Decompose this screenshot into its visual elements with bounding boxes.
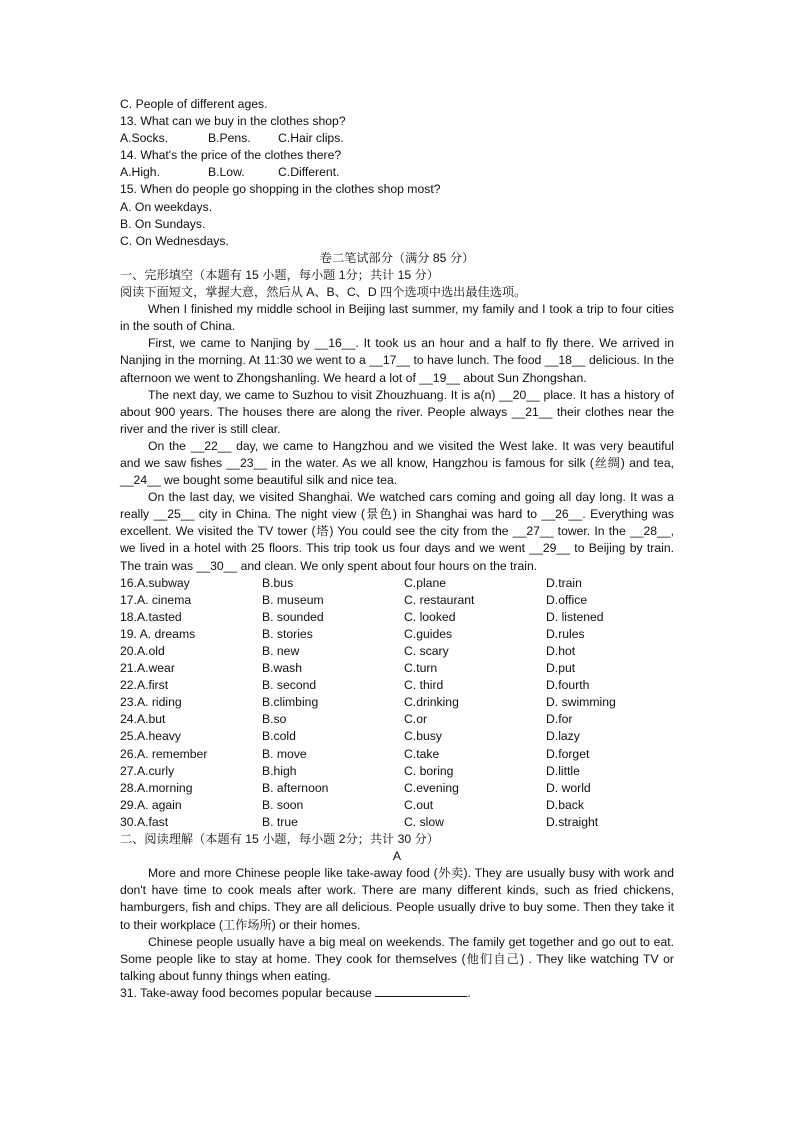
choice: D.put	[546, 661, 576, 676]
question-15: 15. When do people go shopping in the clothes shop most?	[120, 182, 441, 197]
option-a: A.High.	[120, 165, 160, 180]
option-b: B.Pens.	[208, 131, 251, 146]
reading-paragraph: More and more Chinese people like take-away food (外卖). They are usually busy with work and don't have time to cook meals after work. There are many different kinds, such as fried chickens, hamburgers, fish and chips. They are all delicious. People usually drive to buy some. Then they take it to their workplace (工作场所) or their homes.	[120, 866, 674, 932]
choice: 21.A.wear	[120, 661, 175, 676]
choice: 19. A. dreams	[120, 626, 196, 641]
choice: 26.A. remember	[120, 746, 208, 761]
reading-heading: 二、阅读理解（本题有 15 小题，每小题 2分；共计 30 分）	[120, 832, 439, 847]
cloze-passage	[120, 301, 674, 575]
choice: B.wash	[262, 661, 302, 676]
cloze-heading: 一、完形填空（本题有 15 小题，每小题 1分；共计 15 分）	[120, 267, 439, 282]
option-b: B.Low.	[208, 165, 245, 180]
choice: 29.A. again	[120, 797, 182, 812]
choice: 30.A.fast	[120, 814, 169, 829]
part-two-title: 卷二笔试部分（满分 85 分）	[319, 250, 475, 265]
option-b: B. On Sundays.	[120, 216, 206, 231]
choice: B. second	[262, 678, 317, 693]
choice: D.forget	[546, 746, 590, 761]
reading-passage	[120, 865, 674, 985]
choice: 18.A.tasted	[120, 609, 182, 624]
choice: 16.A.subway	[120, 575, 190, 590]
choice: B. afternoon	[262, 780, 329, 795]
choice: B. stories	[262, 626, 313, 641]
cloze-choices	[120, 575, 674, 831]
choice: B. new	[262, 644, 300, 658]
question-31	[120, 985, 674, 1002]
choice: C. restaurant	[404, 592, 475, 607]
question-14: 14. What's the price of the clothes there?	[120, 148, 342, 163]
choice: C. scary	[404, 644, 449, 658]
choice: 20.A.old	[120, 644, 165, 658]
choice: 27.A.curly	[120, 763, 175, 778]
choice: D. swimming	[546, 695, 616, 710]
cloze-paragraph: When I finished my middle school in Beijing last summer, my family and I took a trip to four cities in the south of China.	[120, 302, 674, 334]
choice: B. sounded	[262, 609, 324, 624]
answer-blank[interactable]	[375, 985, 467, 997]
choice: 28.A.morning	[120, 780, 193, 795]
choice: C.take	[404, 746, 440, 761]
choice: 24.A.but	[120, 712, 166, 727]
option-c: C.Hair clips.	[278, 131, 344, 146]
choice: B. soon	[262, 797, 304, 812]
choice: B. true	[262, 814, 298, 829]
cloze-paragraph: First, we came to Nanjing by __16__. It took us an hour and a half to fly there. We arrived in Nanjing in the morning. At 11:30 we went to a __17__ to have lunch. The food __18__ delicious. In the afternoon we went to Zhongshanling. We heard a lot of __19__ about Sun Zhongshan.	[120, 336, 674, 385]
choice: D.hot	[546, 644, 576, 658]
question-13: 13. What can we buy in the clothes shop?	[120, 114, 346, 129]
listening-section	[120, 96, 674, 250]
choice: B.climbing	[262, 695, 319, 710]
option-c: C. On Wednesdays.	[120, 233, 229, 248]
question-13-options	[120, 130, 674, 147]
choice: B.so	[262, 712, 287, 727]
choice: D. world	[546, 780, 591, 795]
choice: 22.A.first	[120, 678, 169, 693]
choice: C.plane	[404, 575, 447, 590]
choice: D.for	[546, 712, 573, 727]
choice: 17.A. cinema	[120, 592, 192, 607]
reading-paragraph: Chinese people usually have a big meal on weekends. The family get together and go out to eat. Some people like to stay at home. They cook for themselves (他们自己) . They like watching TV or talking about funny things when eating.	[120, 934, 674, 983]
option-c: C.Different.	[278, 165, 340, 180]
cloze-paragraph: On the __22__ day, we came to Hangzhou and we visited the West lake. It was very beautiful and we saw fishes __23__ in the water. As we all know, Hangzhou is famous for silk (丝绸) and tea, __24__ we bought some beautiful silk and nice tea.	[120, 438, 674, 488]
question-31-end: .	[467, 985, 471, 1000]
question-31-text: 31. Take-away food becomes popular because	[120, 985, 372, 1000]
cloze-paragraph: On the last day, we visited Shanghai. We watched cars coming and going all day long. It was a really __25__ city in China. The night view (景色) in Shanghai was hard to __26__. Everything was excellent. We visited the TV tower (塔) You could see the city from the __27__ tower. In the __28__, we lived in a hotel with 25 floors. This trip took us four days and we went __29__ to Beijing by train. The train was __30__ and clean. We only spent about four hours on the train.	[120, 490, 674, 573]
question-14-options	[120, 164, 674, 181]
choice: D.lazy	[546, 729, 580, 744]
choice: D.train	[546, 575, 582, 590]
choice: C.or	[404, 712, 428, 727]
choice: C. looked	[404, 609, 456, 624]
choice: C.turn	[404, 661, 438, 676]
choice: B.high	[262, 763, 297, 778]
choice: B.cold	[262, 729, 296, 744]
choice: C. boring	[404, 763, 454, 778]
option-a: A. On weekdays.	[120, 199, 213, 214]
cloze-paragraph: The next day, we came to Suzhou to visit Zhouzhuang. It is a(n) __20__ place. It has a history of about 900 years. The houses there are along the river. People always __21__ their clothes near the river and the river is still clear.	[120, 387, 674, 436]
choice: D.back	[546, 797, 584, 812]
choice: D.office	[546, 592, 588, 607]
passage-label: A	[392, 849, 402, 864]
choice: 25.A.heavy	[120, 729, 181, 744]
choice: B. museum	[262, 592, 324, 607]
choice: D.fourth	[546, 678, 590, 693]
choice: C.guides	[404, 626, 453, 641]
choice: B.bus	[262, 575, 294, 590]
choice: C.evening	[404, 780, 459, 795]
choice: C.drinking	[404, 695, 459, 710]
option-a: A.Socks.	[120, 131, 169, 146]
option-line: C. People of different ages.	[120, 97, 268, 111]
choice: C. third	[404, 678, 444, 693]
choice: C.busy	[404, 729, 442, 744]
choice: C. slow	[404, 814, 444, 829]
choice: 23.A. riding	[120, 695, 182, 710]
choice: D.rules	[546, 626, 585, 641]
choice: D.little	[546, 763, 580, 778]
choice: C.out	[404, 797, 434, 812]
choice: B. move	[262, 746, 307, 761]
choice: D. listened	[546, 609, 604, 624]
cloze-instruction: 阅读下面短文，掌握大意，然后从 A、B、C、D 四个选项中选出最佳选项。	[120, 285, 527, 300]
choice: D.straight	[546, 814, 599, 829]
